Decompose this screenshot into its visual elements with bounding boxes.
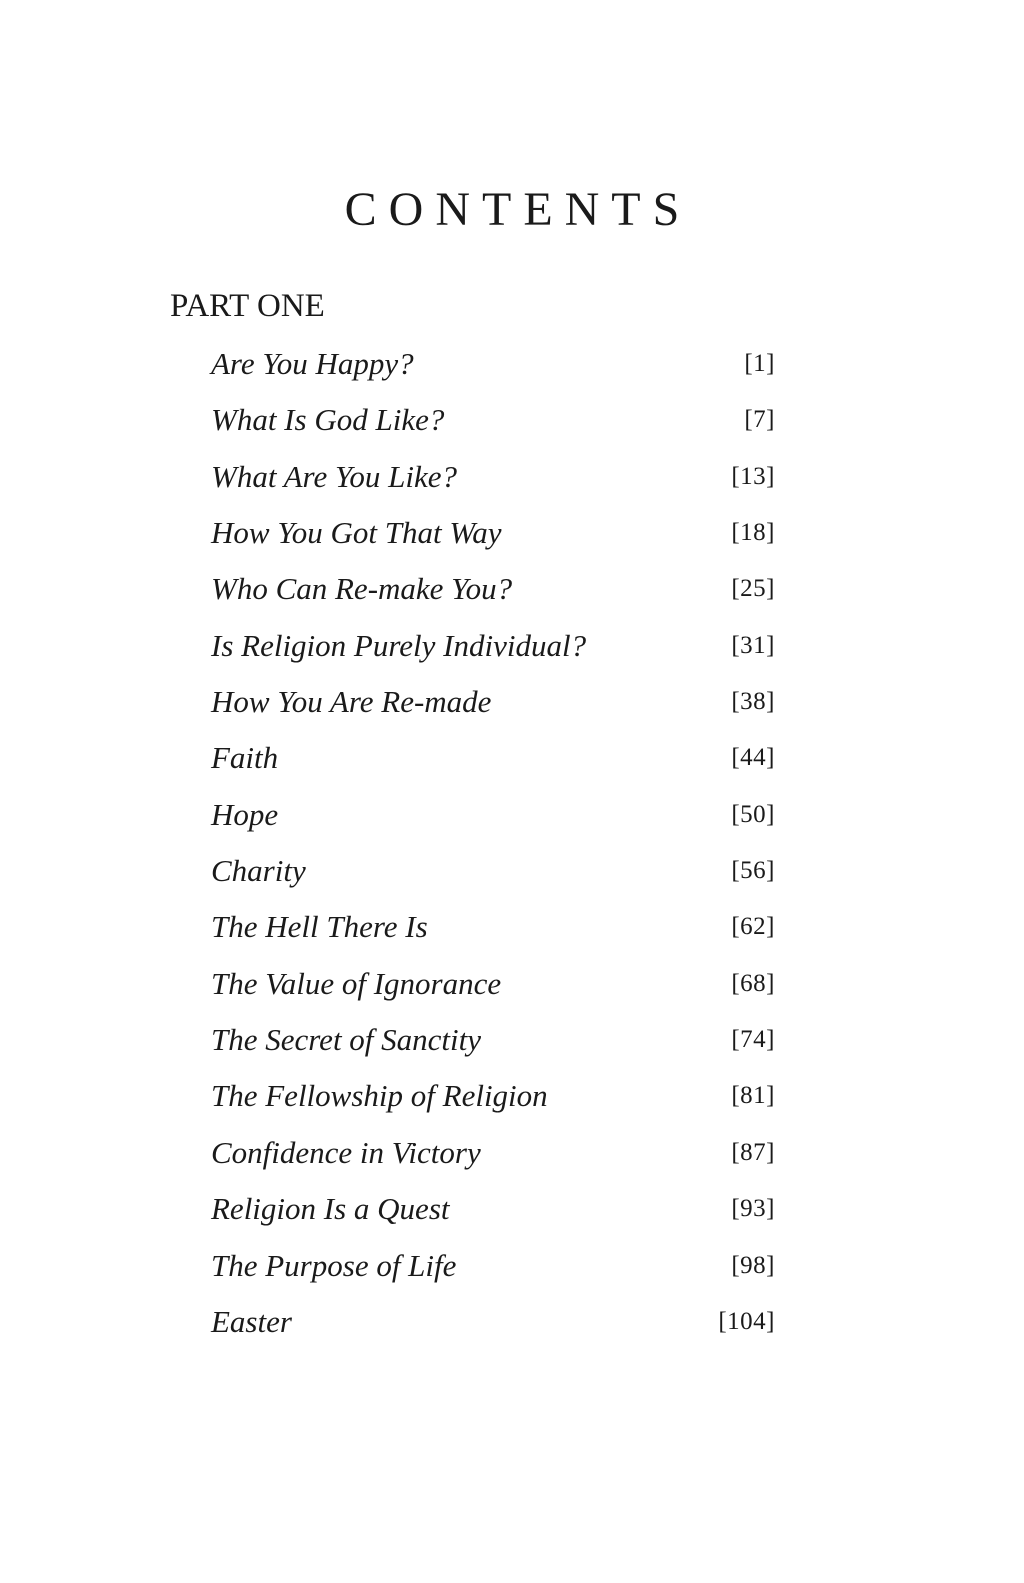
toc-entry-page: [81] [731,1082,775,1110]
toc-entry-page: [93] [731,1195,775,1223]
toc-entry-title: Are You Happy? [211,346,414,381]
toc-entry [211,791,775,847]
toc-entry-page: [68] [731,969,775,997]
toc-entry-page: [18] [731,519,775,547]
toc-entry-page: [31] [731,631,775,659]
toc-entry-page: [62] [731,913,775,941]
toc-entry [211,1185,775,1241]
toc-entry [211,734,775,790]
toc-entry-title: The Secret of Sanctity [211,1022,482,1058]
toc-entry [211,1129,775,1185]
toc-entry [211,1072,775,1128]
toc-entry-title: The Value of Ignorance [211,965,502,1001]
toc-entry-title: How You Got That Way [211,515,502,551]
toc-entry [211,622,775,678]
toc-entry-title: Hope [211,796,279,832]
toc-entry-title: Who Can Re-make You? [211,571,513,607]
toc-entry [211,509,775,565]
toc-entry-page: [98] [731,1251,775,1279]
toc-entry-page: [87] [731,1138,775,1166]
table-of-contents [211,340,775,1354]
toc-entry [211,903,775,959]
toc-entry-title: The Fellowship of Religion [211,1078,548,1114]
toc-entry-page: [44] [731,744,775,772]
toc-entry-title: How You Are Re-made [211,684,492,720]
toc-entry [211,678,775,734]
toc-entry-title: Easter [211,1303,292,1339]
toc-entry [211,396,775,452]
toc-entry [211,1242,775,1298]
toc-entry-title: Faith [211,740,279,776]
toc-entry-title: Charity [211,853,306,889]
toc-entry [211,847,775,903]
toc-entry-page: [25] [731,575,775,603]
toc-entry-page: [104] [718,1307,775,1335]
toc-entry-page: [1] [744,350,775,377]
toc-entry-page: [74] [731,1026,775,1054]
toc-entry-title: What Is God Like? [211,402,445,438]
toc-entry [211,340,775,396]
toc-entry-page: [50] [731,800,775,828]
toc-entry-title: The Hell There Is [211,909,428,945]
part-heading: PART ONE [170,288,325,324]
toc-entry [211,1298,775,1354]
toc-entry-page: [38] [731,688,775,716]
page-title: CONTENTS [344,183,692,236]
toc-entry-page: [56] [731,857,775,885]
toc-entry [211,960,775,1016]
toc-entry-title: Confidence in Victory [211,1134,481,1170]
toc-entry [211,1016,775,1072]
toc-entry-title: What Are You Like? [211,458,458,494]
toc-entry-page: [13] [731,462,775,490]
toc-entry-title: Religion Is a Quest [211,1191,450,1227]
toc-entry-title: The Purpose of Life [211,1247,457,1283]
toc-entry [211,453,775,509]
toc-entry [211,565,775,621]
toc-entry-page: [7] [744,406,775,434]
toc-entry-title: Is Religion Purely Individual? [211,627,587,663]
